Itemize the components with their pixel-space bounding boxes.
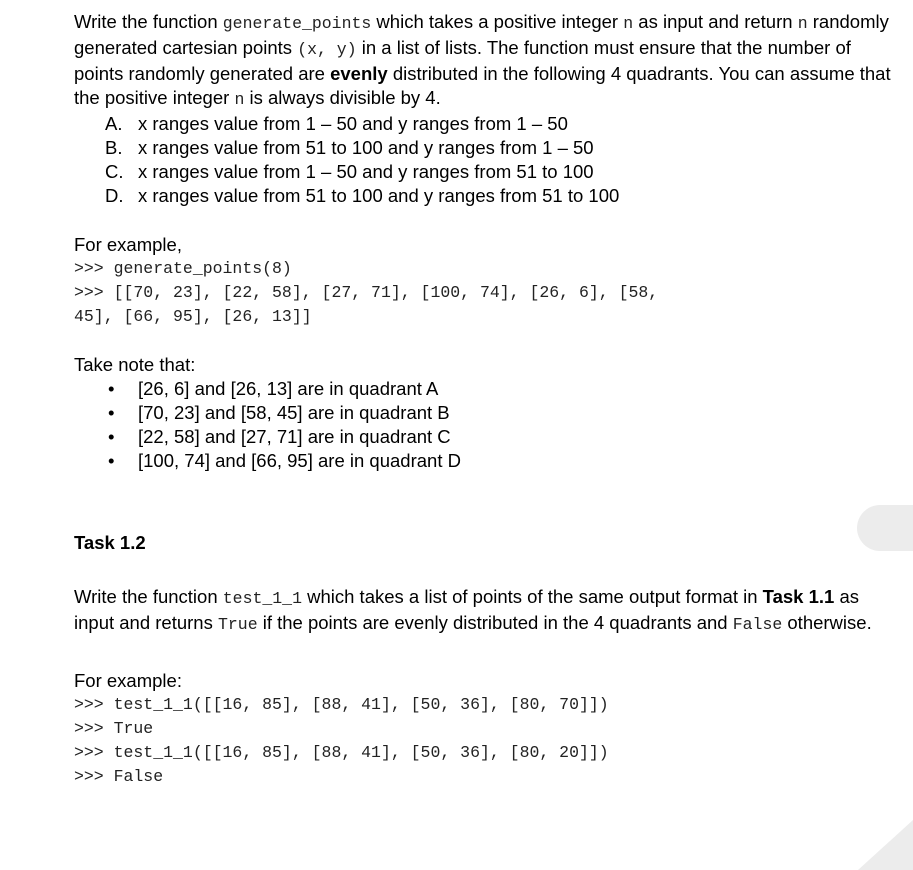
- quadrant-text: x ranges value from 1 – 50 and y ranges from 1 – 50: [138, 113, 568, 134]
- task-text: Write the function: [74, 586, 223, 607]
- task-text: if the points are evenly distributed in the 4 quadrants and: [257, 612, 733, 633]
- note-item-text: [22, 58] and [27, 71] are in quadrant C: [138, 426, 451, 447]
- quadrant-item: [105, 160, 894, 184]
- note-item: [108, 425, 894, 449]
- intro-text: distributed in the following 4 quadrants. You can assume that the positive integer: [74, 63, 891, 108]
- variable-n: n: [234, 90, 245, 109]
- task-heading: Task 1.2: [74, 532, 146, 553]
- bullet-icon: •: [108, 450, 115, 471]
- quadrant-item: [105, 136, 894, 160]
- task-text: otherwise.: [782, 612, 872, 633]
- quadrant-item: [105, 112, 894, 136]
- code-line: >>> generate_points(8): [74, 259, 292, 278]
- emphasis-evenly: evenly: [330, 63, 388, 84]
- bullet-icon: •: [108, 378, 115, 399]
- list-marker: C.: [105, 161, 124, 182]
- note-item-text: [70, 23] and [58, 45] are in quadrant B: [138, 402, 450, 423]
- value-false: False: [732, 615, 783, 634]
- code-line: 45], [66, 95], [26, 13]]: [74, 307, 312, 326]
- decorative-shape: [857, 505, 913, 551]
- quadrant-list: [74, 112, 894, 208]
- decorative-shape: [858, 820, 913, 870]
- intro-paragraph: [74, 10, 894, 112]
- intro-text: is always divisible by 4.: [244, 87, 441, 108]
- code-line: >>> test_1_1([[16, 85], [88, 41], [50, 36], [80, 70]]): [74, 695, 609, 714]
- quadrant-text: x ranges value from 51 to 100 and y ranges from 51 to 100: [138, 185, 620, 206]
- note-item-text: [100, 74] and [66, 95] are in quadrant D: [138, 450, 461, 471]
- variable-n: n: [623, 14, 634, 33]
- code-line: >>> False: [74, 767, 164, 786]
- list-marker: A.: [105, 113, 123, 134]
- task-reference: Task 1.1: [762, 586, 835, 607]
- note-item-text: [26, 6] and [26, 13] are in quadrant A: [138, 378, 439, 399]
- document-page: [74, 10, 894, 789]
- tuple-xy: (x, y): [297, 40, 357, 59]
- intro-text: which takes a positive integer: [371, 11, 624, 32]
- example-label: For example:: [74, 670, 182, 691]
- value-true: True: [217, 615, 258, 634]
- note-item: [108, 377, 894, 401]
- list-marker: D.: [105, 185, 124, 206]
- variable-n: n: [797, 14, 808, 33]
- task-text: which takes a list of points of the same output format in: [301, 586, 763, 607]
- function-name-test-1-1: test_1_1: [222, 589, 302, 608]
- code-line: >>> test_1_1([[16, 85], [88, 41], [50, 36], [80, 20]]): [74, 743, 609, 762]
- intro-text: Write the function: [74, 11, 223, 32]
- note-label: Take note that:: [74, 354, 196, 375]
- intro-text: as input and return: [633, 11, 798, 32]
- code-line: >>> True: [74, 719, 154, 738]
- list-marker: B.: [105, 137, 123, 158]
- quadrant-text: x ranges value from 51 to 100 and y ranges from 1 – 50: [138, 137, 594, 158]
- note-item: [108, 449, 894, 473]
- quadrant-text: x ranges value from 1 – 50 and y ranges from 51 to 100: [138, 161, 594, 182]
- intro-text: randomly generated cartesian points: [74, 11, 889, 58]
- function-name-generate-points: generate_points: [222, 14, 372, 33]
- intro-text: in a list of lists. The function must ensure that the number of points randomly generated are: [74, 37, 851, 84]
- note-bullet-list: [74, 377, 894, 473]
- task-text: as input and returns: [74, 586, 860, 633]
- task-paragraph: [74, 585, 894, 637]
- code-line: >>> [[70, 23], [22, 58], [27, 71], [100, 74], [26, 6], [58,: [74, 283, 659, 302]
- example-label: For example,: [74, 234, 182, 255]
- note-item: [108, 401, 894, 425]
- bullet-icon: •: [108, 402, 115, 423]
- bullet-icon: •: [108, 426, 115, 447]
- quadrant-item: [105, 184, 894, 208]
